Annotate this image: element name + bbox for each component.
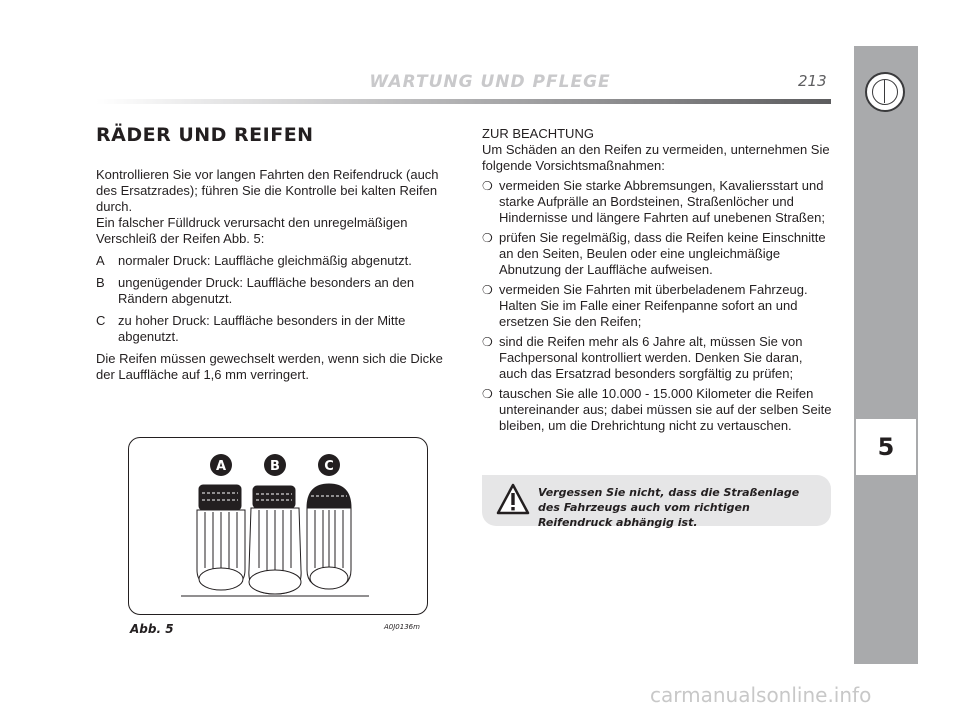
chapter-side-tab [854, 46, 918, 664]
circle-bullet-icon: ❍ [482, 283, 493, 297]
label-b-badge [264, 454, 286, 476]
right-column [482, 126, 832, 434]
bullet-text: vermeiden Sie Fahrten mit überbeladenem Fahrzeug. Halten Sie im Falle einer Reifenpanne sofort an und ersetzen Sie den Reifen; [499, 282, 808, 329]
item-key: A [96, 253, 105, 268]
item-text: zu hoher Druck: Lauffläche besonders in der Mitte abgenutzt. [118, 313, 406, 344]
intro-text-1: Kontrollieren Sie vor langen Fahrten den Reifendruck (auch des Ersatzrades); führen Sie die Kontrolle bei kalten Reifen durch. [96, 167, 439, 214]
figure-label-b: B [270, 459, 280, 474]
list-item [482, 386, 832, 434]
intro-text-2: Ein falscher Fülldruck verursacht den unregelmäßigen Verschleiß der Reifen Abb. 5: [96, 215, 408, 246]
figure-label-c: C [324, 459, 334, 474]
circle-bullet-icon: ❍ [482, 387, 493, 401]
list-item [482, 282, 832, 330]
header-rule [96, 99, 831, 104]
watermark: carmanualsonline.info [650, 683, 872, 707]
figure-label-a: A [215, 459, 227, 474]
bullet-text: tauschen Sie alle 10.000 - 15.000 Kilometer die Reifen untereinander aus; dabei müssen sie auf der selben Seite bleiben, um die Drehrichtung nicht zu vertauschen. [499, 386, 832, 433]
label-c-badge [318, 454, 340, 476]
bullet-text: prüfen Sie regelmäßig, dass die Reifen keine Einschnitte an den Seiten, Beulen oder eine ungleichmäßige Abnutzung der Lauffläche aufweisen. [499, 230, 826, 277]
list-item [96, 313, 456, 345]
closing-paragraph: Die Reifen müssen gewechselt werden, wenn sich die Dicke der Lauffläche auf 1,6 mm verringert. [96, 351, 443, 382]
item-key: C [96, 313, 106, 328]
tire-b [249, 486, 301, 594]
chapter-number-box [856, 419, 916, 475]
chapter-number: 5 [877, 433, 895, 461]
warning-triangle-icon [496, 483, 530, 515]
warning-text: Vergessen Sie nicht, dass die Straßenlage des Fahrzeugs auch vom richtigen Reifendruck abhängig ist. [538, 486, 800, 529]
tire-wear-illustration [129, 438, 426, 613]
warning-box [482, 475, 831, 529]
circle-bullet-icon: ❍ [482, 179, 493, 193]
item-text: ungenügender Druck: Lauffläche besonders an den Rändern abgenutzt. [118, 275, 415, 306]
alfa-romeo-logo-icon [865, 72, 905, 112]
bullet-text: sind die Reifen mehr als 6 Jahre alt, müssen Sie von Fachpersonal kontrolliert werden. Denken Sie daran, auch das Ersatzrad besonders sorgfältig zu prüfen; [499, 334, 803, 381]
tire-a [197, 485, 245, 590]
list-item [482, 230, 832, 278]
section-title: RÄDER UND REIFEN [96, 124, 314, 146]
list-item [482, 334, 832, 382]
list-item [96, 253, 456, 269]
circle-bullet-icon: ❍ [482, 231, 493, 245]
circle-bullet-icon: ❍ [482, 335, 493, 349]
page-number: 213 [798, 72, 827, 90]
list-item [482, 178, 832, 226]
label-a-badge [210, 454, 232, 476]
running-header: WARTUNG UND PFLEGE [369, 72, 611, 92]
note-heading: ZUR BEACHTUNG [482, 126, 594, 141]
figure-code: A0J0136m [384, 623, 420, 631]
figure-frame [128, 437, 428, 615]
item-key: B [96, 275, 105, 290]
tire-c [307, 484, 351, 589]
left-column [96, 167, 456, 389]
item-text: normaler Druck: Lauffläche gleichmäßig abgenutzt. [118, 253, 412, 268]
figure-caption: Abb. 5 [130, 622, 174, 636]
list-item [96, 275, 456, 307]
intro-paragraph [96, 167, 456, 247]
note-intro: Um Schäden an den Reifen zu vermeiden, unternehmen Sie folgende Vorsichtsmaßnahmen: [482, 142, 830, 173]
bullet-text: vermeiden Sie starke Abbremsungen, Kavaliersstart und starke Aufprälle an Bordsteinen, Straßenlöcher und Hindernisse und längere Fahrten auf unebenen Straßen; [499, 178, 825, 225]
